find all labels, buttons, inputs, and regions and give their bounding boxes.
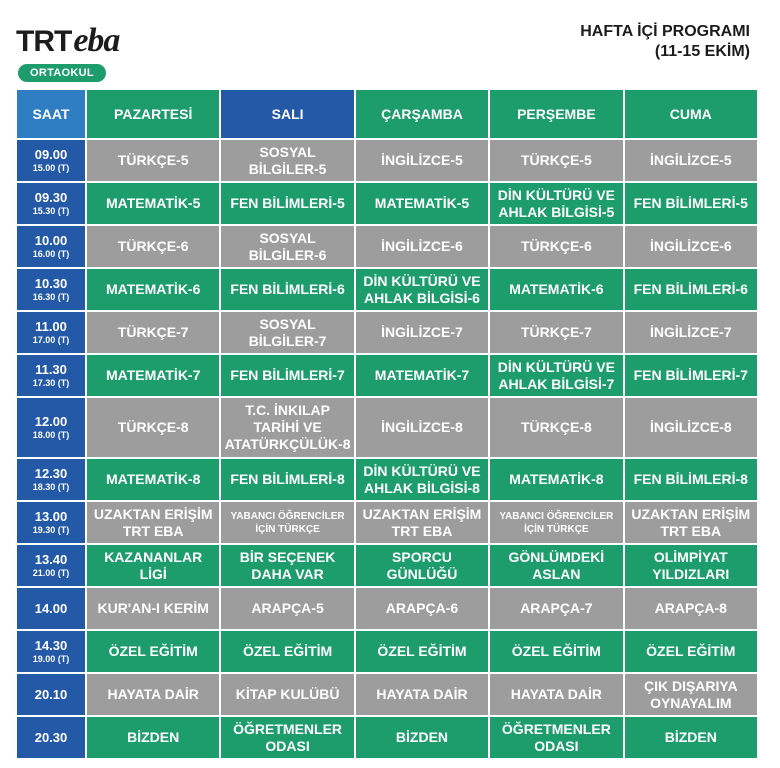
table-row <box>16 587 758 630</box>
time-rerun: 15.00 (T) <box>32 163 70 173</box>
time-main: 09.30 <box>34 190 68 205</box>
time-rerun: 15.30 (T) <box>32 206 70 216</box>
program-cell-persembe: ARAPÇA-7 <box>489 587 623 630</box>
program-cell-cuma: İNGİLİZCE-7 <box>624 311 758 354</box>
program-cell-pazartesi: UZAKTAN ERİŞİM TRT EBA <box>86 501 220 544</box>
table-row <box>16 458 758 501</box>
time-main: 20.30 <box>34 730 68 745</box>
program-cell-cuma: ÇIK DIŞARIYA OYNAYALIM <box>624 673 758 716</box>
program-cell-carsamba: UZAKTAN ERİŞİM TRT EBA <box>355 501 489 544</box>
time-main: 10.00 <box>34 233 68 248</box>
logo <box>16 24 136 82</box>
table-row <box>16 182 758 225</box>
program-cell-sali: ÖZEL EĞİTİM <box>220 630 354 673</box>
program-cell-persembe: ÖĞRETMENLER ODASI <box>489 716 623 759</box>
header-carsamba: ÇARŞAMBA <box>355 89 489 139</box>
program-cell-sali: T.C. İNKILAP TARİHİ VE ATATÜRKÇÜLÜK-8 <box>220 397 354 458</box>
program-cell-sali: ÖĞRETMENLER ODASI <box>220 716 354 759</box>
header-persembe: PERŞEMBE <box>489 89 623 139</box>
program-cell-cuma: FEN BİLİMLERİ-5 <box>624 182 758 225</box>
header-cuma: CUMA <box>624 89 758 139</box>
table-row <box>16 354 758 397</box>
program-cell-carsamba: BİZDEN <box>355 716 489 759</box>
time-cell <box>16 458 86 501</box>
program-cell-persembe: YABANCI ÖĞRENCİLER İÇİN TÜRKÇE <box>489 501 623 544</box>
program-cell-cuma: ÖZEL EĞİTİM <box>624 630 758 673</box>
time-main: 14.30 <box>34 638 68 653</box>
time-cell <box>16 397 86 458</box>
program-cell-pazartesi: TÜRKÇE-8 <box>86 397 220 458</box>
program-cell-pazartesi: MATEMATİK-8 <box>86 458 220 501</box>
program-cell-pazartesi: BİZDEN <box>86 716 220 759</box>
program-cell-carsamba: ÖZEL EĞİTİM <box>355 630 489 673</box>
program-cell-persembe: TÜRKÇE-5 <box>489 139 623 182</box>
time-rerun: 17.00 (T) <box>32 335 70 345</box>
level-badge: ORTAOKUL <box>18 64 106 82</box>
time-rerun: 19.00 (T) <box>32 654 70 664</box>
table-row <box>16 501 758 544</box>
time-cell <box>16 544 86 587</box>
program-title: HAFTA İÇİ PROGRAMI <box>580 23 750 40</box>
program-cell-persembe: MATEMATİK-6 <box>489 268 623 311</box>
program-cell-persembe: TÜRKÇE-8 <box>489 397 623 458</box>
header-sali: SALI <box>220 89 354 139</box>
program-cell-persembe: HAYATA DAİR <box>489 673 623 716</box>
time-main: 11.30 <box>35 362 67 377</box>
program-cell-sali: FEN BİLİMLERİ-5 <box>220 182 354 225</box>
program-cell-persembe: ÖZEL EĞİTİM <box>489 630 623 673</box>
time-cell <box>16 716 86 759</box>
program-cell-persembe: DİN KÜLTÜRÜ VE AHLAK BİLGİSİ-7 <box>489 354 623 397</box>
program-cell-pazartesi: KAZANANLAR LİGİ <box>86 544 220 587</box>
time-main: 13.40 <box>34 552 68 567</box>
program-cell-persembe: TÜRKÇE-6 <box>489 225 623 268</box>
header-row <box>16 89 758 139</box>
program-cell-sali: BİR SEÇENEK DAHA VAR <box>220 544 354 587</box>
program-cell-carsamba: DİN KÜLTÜRÜ VE AHLAK BİLGİSİ-8 <box>355 458 489 501</box>
time-rerun: 17.30 (T) <box>32 378 70 388</box>
program-cell-cuma: İNGİLİZCE-8 <box>624 397 758 458</box>
program-cell-carsamba: SPORCU GÜNLÜĞÜ <box>355 544 489 587</box>
time-cell <box>16 311 86 354</box>
program-cell-cuma: FEN BİLİMLERİ-8 <box>624 458 758 501</box>
time-rerun: 18.30 (T) <box>32 482 70 492</box>
time-cell <box>16 587 86 630</box>
program-heading <box>580 22 750 62</box>
program-cell-carsamba: İNGİLİZCE-5 <box>355 139 489 182</box>
program-cell-sali: SOSYAL BİLGİLER-6 <box>220 225 354 268</box>
time-main: 12.30 <box>34 466 68 481</box>
table-row <box>16 225 758 268</box>
program-cell-carsamba: MATEMATİK-5 <box>355 182 489 225</box>
program-cell-sali: SOSYAL BİLGİLER-5 <box>220 139 354 182</box>
table-row <box>16 139 758 182</box>
program-cell-cuma: İNGİLİZCE-5 <box>624 139 758 182</box>
program-cell-sali: FEN BİLİMLERİ-8 <box>220 458 354 501</box>
time-main: 20.10 <box>34 687 68 702</box>
program-cell-cuma: FEN BİLİMLERİ-6 <box>624 268 758 311</box>
time-rerun: 18.00 (T) <box>32 430 70 440</box>
time-rerun: 21.00 (T) <box>32 568 70 578</box>
program-cell-sali: KİTAP KULÜBÜ <box>220 673 354 716</box>
time-main: 10.30 <box>34 276 68 291</box>
time-cell <box>16 182 86 225</box>
time-cell <box>16 225 86 268</box>
program-cell-persembe: MATEMATİK-8 <box>489 458 623 501</box>
program-cell-cuma: İNGİLİZCE-6 <box>624 225 758 268</box>
time-cell <box>16 630 86 673</box>
program-cell-pazartesi: MATEMATİK-6 <box>86 268 220 311</box>
program-cell-carsamba: MATEMATİK-7 <box>355 354 489 397</box>
time-rerun: 16.00 (T) <box>32 249 70 259</box>
header-pazartesi: PAZARTESİ <box>86 89 220 139</box>
program-cell-cuma: BİZDEN <box>624 716 758 759</box>
logo-eba-text: eba <box>73 22 120 59</box>
program-cell-carsamba: İNGİLİZCE-8 <box>355 397 489 458</box>
program-cell-pazartesi: MATEMATİK-5 <box>86 182 220 225</box>
program-cell-pazartesi: ÖZEL EĞİTİM <box>86 630 220 673</box>
program-cell-persembe: GÖNLÜMDEKİ ASLAN <box>489 544 623 587</box>
program-cell-cuma: FEN BİLİMLERİ-7 <box>624 354 758 397</box>
table-row <box>16 397 758 458</box>
program-cell-carsamba: İNGİLİZCE-6 <box>355 225 489 268</box>
time-cell <box>16 139 86 182</box>
program-cell-pazartesi: HAYATA DAİR <box>86 673 220 716</box>
program-cell-carsamba: HAYATA DAİR <box>355 673 489 716</box>
header-saat: SAAT <box>16 89 86 139</box>
time-cell <box>16 354 86 397</box>
table-row <box>16 716 758 759</box>
program-cell-pazartesi: TÜRKÇE-7 <box>86 311 220 354</box>
program-cell-cuma: ARAPÇA-8 <box>624 587 758 630</box>
program-cell-pazartesi: TÜRKÇE-6 <box>86 225 220 268</box>
program-cell-cuma: OLİMPİYAT YILDIZLARI <box>624 544 758 587</box>
time-main: 09.00 <box>34 147 68 162</box>
program-cell-carsamba: DİN KÜLTÜRÜ VE AHLAK BİLGİSİ-6 <box>355 268 489 311</box>
time-rerun: 19.30 (T) <box>32 525 70 535</box>
table-row <box>16 544 758 587</box>
time-main: 14.00 <box>34 601 68 616</box>
time-main: 13.00 <box>34 509 68 524</box>
trt-eba-logo <box>16 24 136 58</box>
time-main: 11.00 <box>35 319 67 334</box>
program-cell-sali: ARAPÇA-5 <box>220 587 354 630</box>
program-cell-carsamba: İNGİLİZCE-7 <box>355 311 489 354</box>
program-cell-pazartesi: MATEMATİK-7 <box>86 354 220 397</box>
program-cell-pazartesi: TÜRKÇE-5 <box>86 139 220 182</box>
program-cell-sali: YABANCI ÖĞRENCİLER İÇİN TÜRKÇE <box>220 501 354 544</box>
time-main: 12.00 <box>34 414 68 429</box>
program-cell-persembe: DİN KÜLTÜRÜ VE AHLAK BİLGİSİ-5 <box>489 182 623 225</box>
time-rerun: 16.30 (T) <box>32 292 70 302</box>
logo-trt-text: TRT <box>16 25 72 58</box>
program-cell-persembe: TÜRKÇE-7 <box>489 311 623 354</box>
table-row <box>16 673 758 716</box>
table-row <box>16 630 758 673</box>
program-cell-sali: FEN BİLİMLERİ-6 <box>220 268 354 311</box>
program-cell-pazartesi: KUR'AN-I KERİM <box>86 587 220 630</box>
time-cell <box>16 501 86 544</box>
time-cell <box>16 673 86 716</box>
program-date-range: (11-15 EKİM) <box>654 43 750 60</box>
program-cell-carsamba: ARAPÇA-6 <box>355 587 489 630</box>
table-row <box>16 311 758 354</box>
table-row <box>16 268 758 311</box>
program-cell-sali: FEN BİLİMLERİ-7 <box>220 354 354 397</box>
schedule-table <box>15 88 759 760</box>
program-cell-cuma: UZAKTAN ERİŞİM TRT EBA <box>624 501 758 544</box>
program-cell-sali: SOSYAL BİLGİLER-7 <box>220 311 354 354</box>
time-cell <box>16 268 86 311</box>
